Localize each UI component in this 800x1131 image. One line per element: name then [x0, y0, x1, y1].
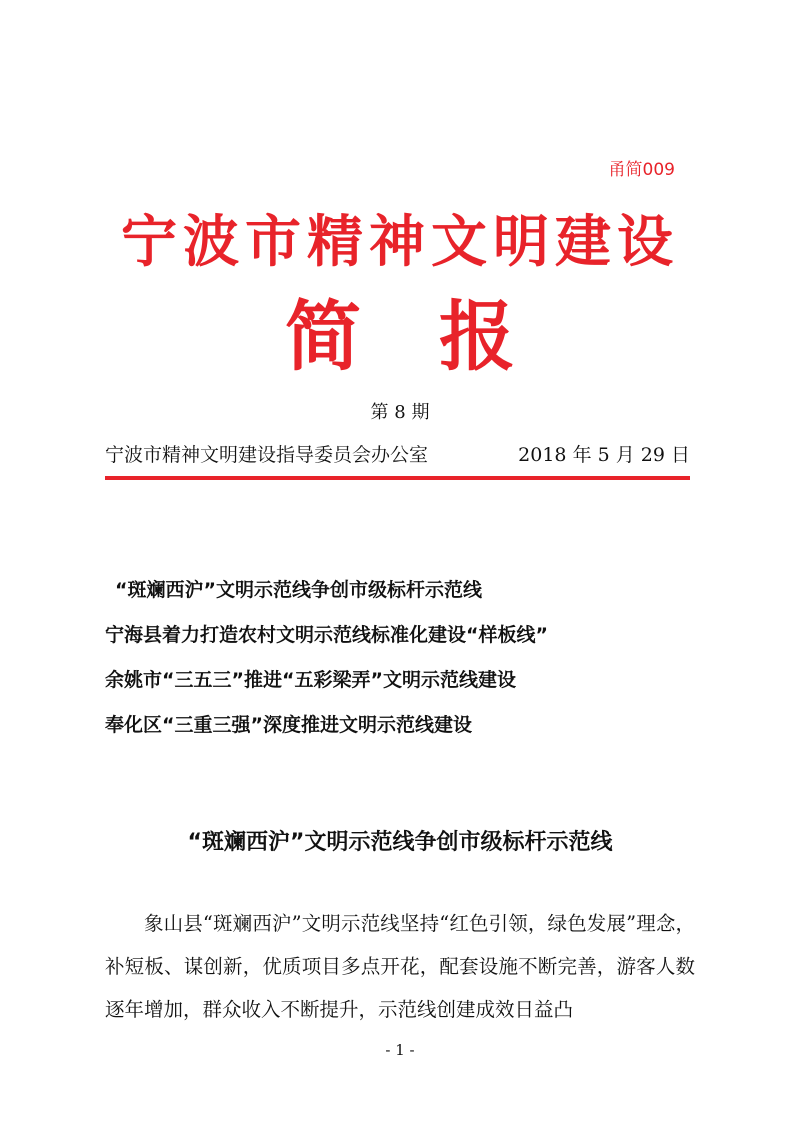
- toc-item: 奉化区“三重三强”深度推进文明示范线建设: [105, 714, 472, 736]
- issue-date: 2018 年 5 月 29 日: [518, 444, 690, 466]
- masthead-subtitle: 简报: [285, 292, 593, 381]
- toc-item: 宁海县着力打造农村文明示范线标准化建设“样板线”: [105, 624, 548, 646]
- issuer-row: [105, 440, 690, 467]
- red-divider: [105, 476, 690, 480]
- page-number: - 1 -: [385, 1041, 415, 1059]
- issue-number: 第 8 期: [370, 402, 430, 423]
- table-of-contents: [105, 568, 705, 748]
- issuer: 宁波市精神文明建设指导委员会办公室: [105, 444, 429, 466]
- masthead-title: 宁波市精神文明建设: [121, 210, 679, 275]
- document-code: 甬简009: [608, 160, 675, 180]
- toc-item: 余姚市“三五三”推进“五彩梁弄”文明示范线建设: [105, 669, 516, 691]
- article-title: “斑斓西沪”文明示范线争创市级标杆示范线: [187, 830, 613, 855]
- toc-item: “斑斓西沪”文明示范线争创市级标杆示范线: [115, 579, 482, 601]
- article-paragraph: 象山县“斑斓西沪”文明示范线坚持“红色引领，绿色发展”理念，补短板、谋创新，优质项目多点开花，配套设施不断完善，游客人数逐年增加，群众收入不断提升，示范线创建成效日益凸: [105, 912, 695, 1021]
- article-body: [105, 902, 695, 1031]
